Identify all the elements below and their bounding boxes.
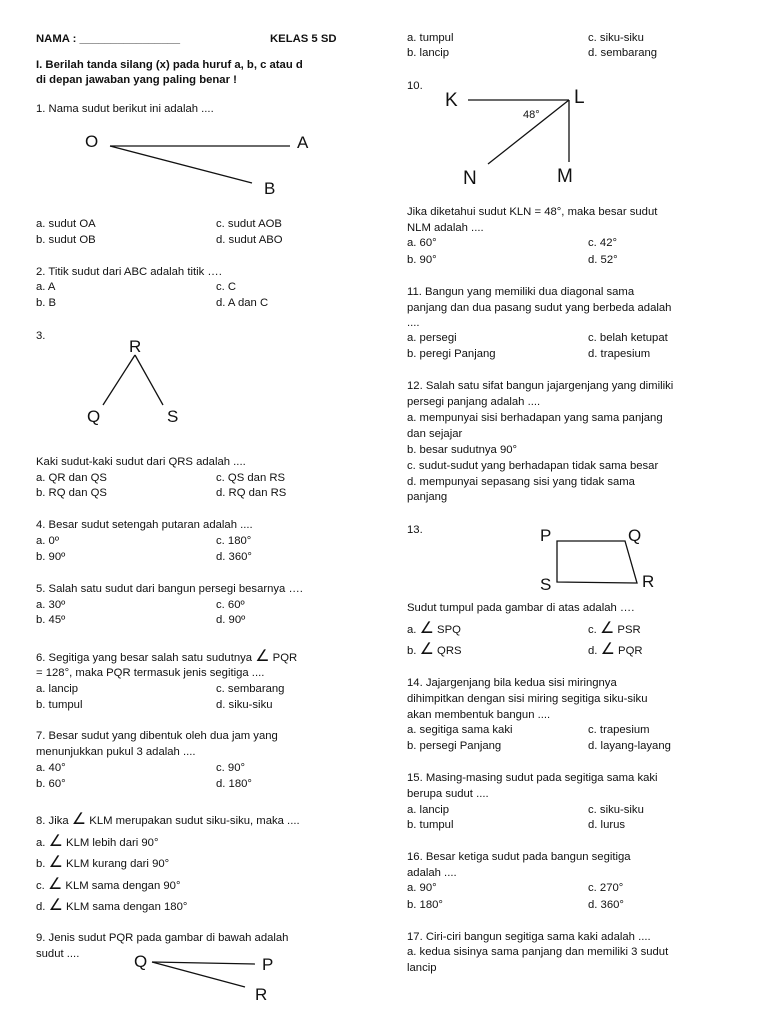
angle-symbol-icon: ∠ [599, 620, 615, 637]
q11-option-d[interactable]: d. trapesium [588, 348, 651, 360]
q3-number: 3. [36, 330, 46, 342]
q3-label-r: R [129, 337, 142, 356]
q15-text-line-2: berupa sudut .... [407, 788, 489, 800]
q7-text-line-1: 7. Besar sudut yang dibentuk oleh dua jam yang [36, 730, 278, 742]
q14-option-c[interactable]: c. trapesium [588, 724, 650, 736]
q1-option-a[interactable]: a. sudut OA [36, 218, 96, 230]
q16-text-line-1: 16. Besar ketiga sudut pada bangun segitiga [407, 851, 631, 863]
q16-option-d[interactable]: d. 360° [588, 899, 624, 911]
q14-option-a[interactable]: a. segitiga sama kaki [407, 724, 513, 736]
q9-option-b[interactable]: b. lancip [407, 47, 450, 59]
q3-option-d[interactable]: d. RQ dan RS [216, 487, 287, 499]
q14-option-d[interactable]: d. layang-layang [588, 740, 671, 752]
q6-option-d[interactable]: d. siku-siku [216, 699, 273, 711]
q10-angle-label: 48° [523, 109, 540, 121]
q15-text-line-1: 15. Masing-masing sudut pada segitiga sama kaki [407, 772, 658, 784]
q5-option-c[interactable]: c. 60º [216, 599, 245, 611]
angle-symbol-icon: ∠ [419, 620, 434, 637]
q15-option-d[interactable]: d. lurus [588, 819, 626, 831]
q7-text-line-2: menunjukkan pukul 3 adalah .... [36, 746, 196, 758]
q10-number: 10. [407, 80, 423, 92]
q16-option-b[interactable]: b. 180° [407, 899, 443, 911]
q2-text: 2. Titik sudut dari ABC adalah titik …. [36, 266, 222, 278]
q13-label-p: P [540, 526, 552, 545]
q11-text-line-1: 11. Bangun yang memiliki dua diagonal sama [407, 286, 635, 298]
q6-option-b[interactable]: b. tumpul [36, 699, 83, 711]
q11-option-c[interactable]: c. belah ketupat [588, 332, 668, 344]
q8-option-c[interactable]: c. ∠ KLM sama dengan 90° [36, 876, 181, 893]
q6-option-a[interactable]: a. lancip [36, 683, 79, 695]
q13-option-c[interactable]: c. ∠ PSR [588, 620, 641, 637]
q10-text-line-2: NLM adalah .... [407, 222, 484, 234]
q4-option-d[interactable]: d. 360° [216, 551, 252, 563]
angle-symbol-icon: ∠ [71, 811, 87, 828]
q5-option-a[interactable]: a. 30º [36, 599, 66, 611]
q15-option-b[interactable]: b. tumpul [407, 819, 454, 831]
q5-option-b[interactable]: b. 45º [36, 614, 66, 626]
q10-option-c[interactable]: c. 42° [588, 237, 618, 249]
q10-label-n: N [463, 168, 477, 189]
instruction-line-1: I. Berilah tanda silang (x) pada huruf a, b, c atau d [36, 59, 303, 71]
q13-text: Sudut tumpul pada gambar di atas adalah …. [407, 602, 635, 614]
q2-option-b[interactable]: b. B [36, 297, 57, 309]
q13-number: 13. [407, 524, 423, 536]
angle-symbol-icon: ∠ [47, 876, 63, 893]
q14-option-b[interactable]: b. persegi Panjang [407, 740, 502, 752]
q17-text: 17. Ciri-ciri bangun segitiga sama kaki adalah .... [407, 931, 651, 943]
q2-option-c[interactable]: c. C [216, 281, 237, 293]
q7-option-b[interactable]: b. 60° [36, 778, 66, 790]
q11-text-line-2: panjang dan dua pasang sudut yang berbeda adalah [407, 302, 672, 314]
q9-label-p: P [262, 955, 274, 974]
q12-option-b[interactable]: b. besar sudutnya 90° [407, 444, 518, 456]
q12-option-d-cont: panjang [407, 491, 448, 503]
q13-trapezoid [557, 541, 637, 583]
q10-option-d[interactable]: d. 52° [588, 254, 618, 266]
q16-option-c[interactable]: c. 270° [588, 882, 624, 894]
q1-label-b: B [264, 179, 276, 198]
q1-label-a: A [297, 133, 309, 152]
q14-text-line-1: 14. Jajargenjang bila kedua sisi miringnya [407, 677, 617, 689]
angle-symbol-icon: ∠ [48, 833, 63, 850]
q14-text-line-3: akan membentuk bangun .... [407, 709, 551, 721]
q6-option-c[interactable]: c. sembarang [216, 683, 285, 695]
q11-option-a[interactable]: a. persegi [407, 332, 457, 344]
angle-symbol-icon: ∠ [255, 648, 270, 665]
q17-option-a[interactable]: a. kedua sisinya sama panjang dan memiliki 3 sudut [407, 946, 669, 958]
q3-label-q: Q [87, 407, 101, 426]
q3-option-c[interactable]: c. QS dan RS [216, 472, 286, 484]
q4-option-c[interactable]: c. 180° [216, 535, 252, 547]
q1-option-d[interactable]: d. sudut ABO [216, 234, 283, 246]
q10-label-k: K [445, 90, 458, 111]
q1-option-c[interactable]: c. sudut AOB [216, 218, 282, 230]
q3-label-s: S [167, 407, 179, 426]
q4-text: 4. Besar sudut setengah putaran adalah .... [36, 519, 253, 531]
q8-option-d[interactable]: d. ∠ KLM sama dengan 180° [36, 897, 188, 914]
q2-option-a[interactable]: a. A [36, 281, 56, 293]
angle-symbol-icon: ∠ [48, 854, 63, 871]
q2-option-d[interactable]: d. A dan C [216, 297, 269, 309]
q17-option-a-cont: lancip [407, 962, 437, 974]
q3-text: Kaki sudut-kaki sudut dari QRS adalah .... [36, 456, 246, 468]
q12-option-c[interactable]: c. sudut-sudut yang berhadapan tidak sama besar [407, 460, 659, 472]
q5-text: 5. Salah satu sudut dari bangun persegi besarnya …. [36, 583, 303, 595]
q12-text-line-2: persegi panjang adalah .... [407, 396, 541, 408]
q8-option-b[interactable]: b. ∠ KLM kurang dari 90° [36, 854, 170, 871]
q1-label-o: O [85, 132, 99, 151]
q10-option-a[interactable]: a. 60° [407, 237, 437, 249]
q9-option-d[interactable]: d. sembarang [588, 47, 658, 59]
q1-text: 1. Nama sudut berikut ini adalah .... [36, 103, 214, 115]
instruction-line-2: di depan jawaban yang paling benar ! [36, 74, 237, 86]
q13-label-q: Q [628, 526, 642, 545]
q10-label-m: M [557, 166, 573, 187]
student-name-label: NAMA : ________________ [36, 33, 181, 45]
q12-text-line-1: 12. Salah satu sifat bangun jajargenjang yang dimiliki [407, 380, 674, 392]
name-blank[interactable]: ________________ [79, 33, 181, 45]
q7-option-c[interactable]: c. 90° [216, 762, 246, 774]
q10-option-b[interactable]: b. 90° [407, 254, 437, 266]
q14-text-line-2: dihimpitkan dengan sisi miring segitiga siku-siku [407, 693, 648, 705]
angle-symbol-icon: ∠ [419, 641, 434, 658]
q8-text: 8. Jika ∠ KLM merupakan sudut siku-siku, maka .... [36, 811, 300, 828]
q3-option-a[interactable]: a. QR dan QS [36, 472, 107, 484]
q13-label-s: S [540, 575, 552, 594]
q7-option-d[interactable]: d. 180° [216, 778, 252, 790]
q12-option-a[interactable]: a. mempunyai sisi berhadapan yang sama panjang [407, 412, 663, 424]
q1-option-b[interactable]: b. sudut OB [36, 234, 96, 246]
q10-label-l: L [574, 87, 585, 108]
q9-label-q: Q [134, 952, 148, 971]
q6-text-line-2: = 128°, maka PQR termasuk jenis segitiga .... [36, 667, 265, 679]
q13-option-d[interactable]: d. ∠ PQR [588, 641, 643, 658]
q9-option-a[interactable]: a. tumpul [407, 32, 454, 44]
q10-text-line-1: Jika diketahui sudut KLN = 48°, maka besar sudut [407, 206, 658, 218]
q7-option-a[interactable]: a. 40° [36, 762, 66, 774]
q6-text-line-1: 6. Segitiga yang besar salah satu sudutnya ∠ PQR [36, 648, 298, 665]
q11-text-line-3: .... [407, 317, 420, 329]
q9-option-c[interactable]: c. siku-siku [588, 32, 644, 44]
class-label: KELAS 5 SD [270, 33, 337, 45]
q12-option-a-cont: dan sejajar [407, 428, 463, 440]
q9-text-line-1: 9. Jenis sudut PQR pada gambar di bawah adalah [36, 932, 289, 944]
angle-symbol-icon: ∠ [600, 641, 615, 658]
q9-label-r: R [255, 985, 268, 1004]
q12-option-d[interactable]: d. mempunyai sepasang sisi yang tidak sama [407, 476, 635, 488]
q4-option-a[interactable]: a. 0º [36, 535, 59, 547]
q3-option-b[interactable]: b. RQ dan QS [36, 487, 107, 499]
q13-option-b[interactable]: b. ∠ QRS [407, 641, 462, 658]
q5-option-d[interactable]: d. 90º [216, 614, 246, 626]
q8-option-a[interactable]: a. ∠ KLM lebih dari 90° [36, 833, 159, 850]
q11-option-b[interactable]: b. peregi Panjang [407, 348, 496, 360]
q4-option-b[interactable]: b. 90º [36, 551, 66, 563]
q16-text-line-2: adalah .... [407, 867, 457, 879]
angle-symbol-icon: ∠ [48, 897, 63, 914]
q13-option-a[interactable]: a. ∠ SPQ [407, 620, 461, 637]
q13-label-r: R [642, 572, 655, 591]
q9-text-line-2: sudut .... [36, 948, 80, 960]
q15-option-a[interactable]: a. lancip [407, 804, 450, 816]
q16-option-a[interactable]: a. 90° [407, 882, 437, 894]
q15-option-c[interactable]: c. siku-siku [588, 804, 644, 816]
